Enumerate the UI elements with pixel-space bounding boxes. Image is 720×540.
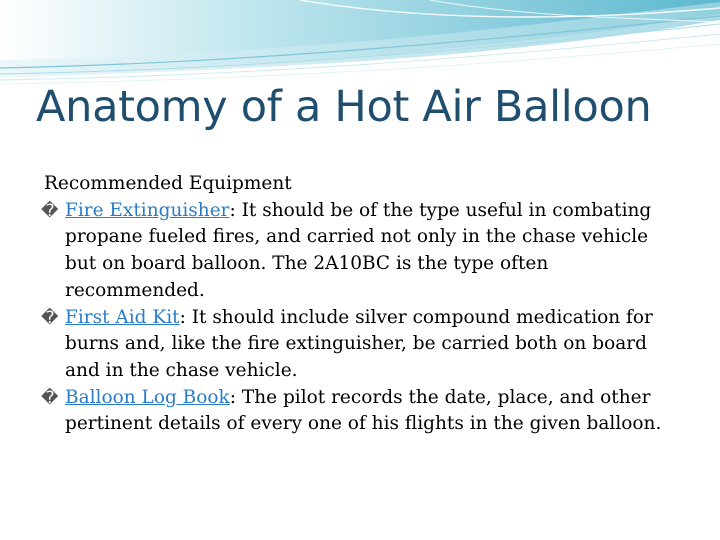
list-item-fire-extinguisher — [41, 198, 684, 305]
slide-body — [41, 171, 684, 438]
balloon-log-book-text: : The pilot records the date, place, and other pertinent details of every one of his flights in the given balloon. — [65, 386, 662, 435]
first-aid-kit-text: : It should include silver compound medication for burns and, like the fire extinguisher, be carried both on board and in the chase vehicle. — [65, 306, 653, 381]
section-heading: Recommended Equipment — [44, 173, 292, 194]
first-aid-kit-link[interactable]: First Aid Kit — [65, 306, 180, 328]
list-item-first-aid-kit — [41, 305, 684, 385]
bullet-icon: � — [41, 387, 59, 408]
balloon-log-book-link[interactable]: Balloon Log Book — [65, 386, 230, 408]
wave-header-decoration — [0, 0, 720, 90]
bullet-icon: � — [41, 200, 59, 221]
bullet-icon: � — [41, 307, 59, 328]
fire-extinguisher-text: : It should be of the type useful in combating propane fueled fires, and carried not only in the chase vehicle but on board balloon. The 2A10BC is the type often recommended. — [65, 199, 652, 301]
fire-extinguisher-link[interactable]: Fire Extinguisher — [65, 199, 230, 221]
slide-title: Anatomy of a Hot Air Balloon — [36, 82, 652, 132]
list-item-balloon-log-book — [41, 385, 684, 438]
